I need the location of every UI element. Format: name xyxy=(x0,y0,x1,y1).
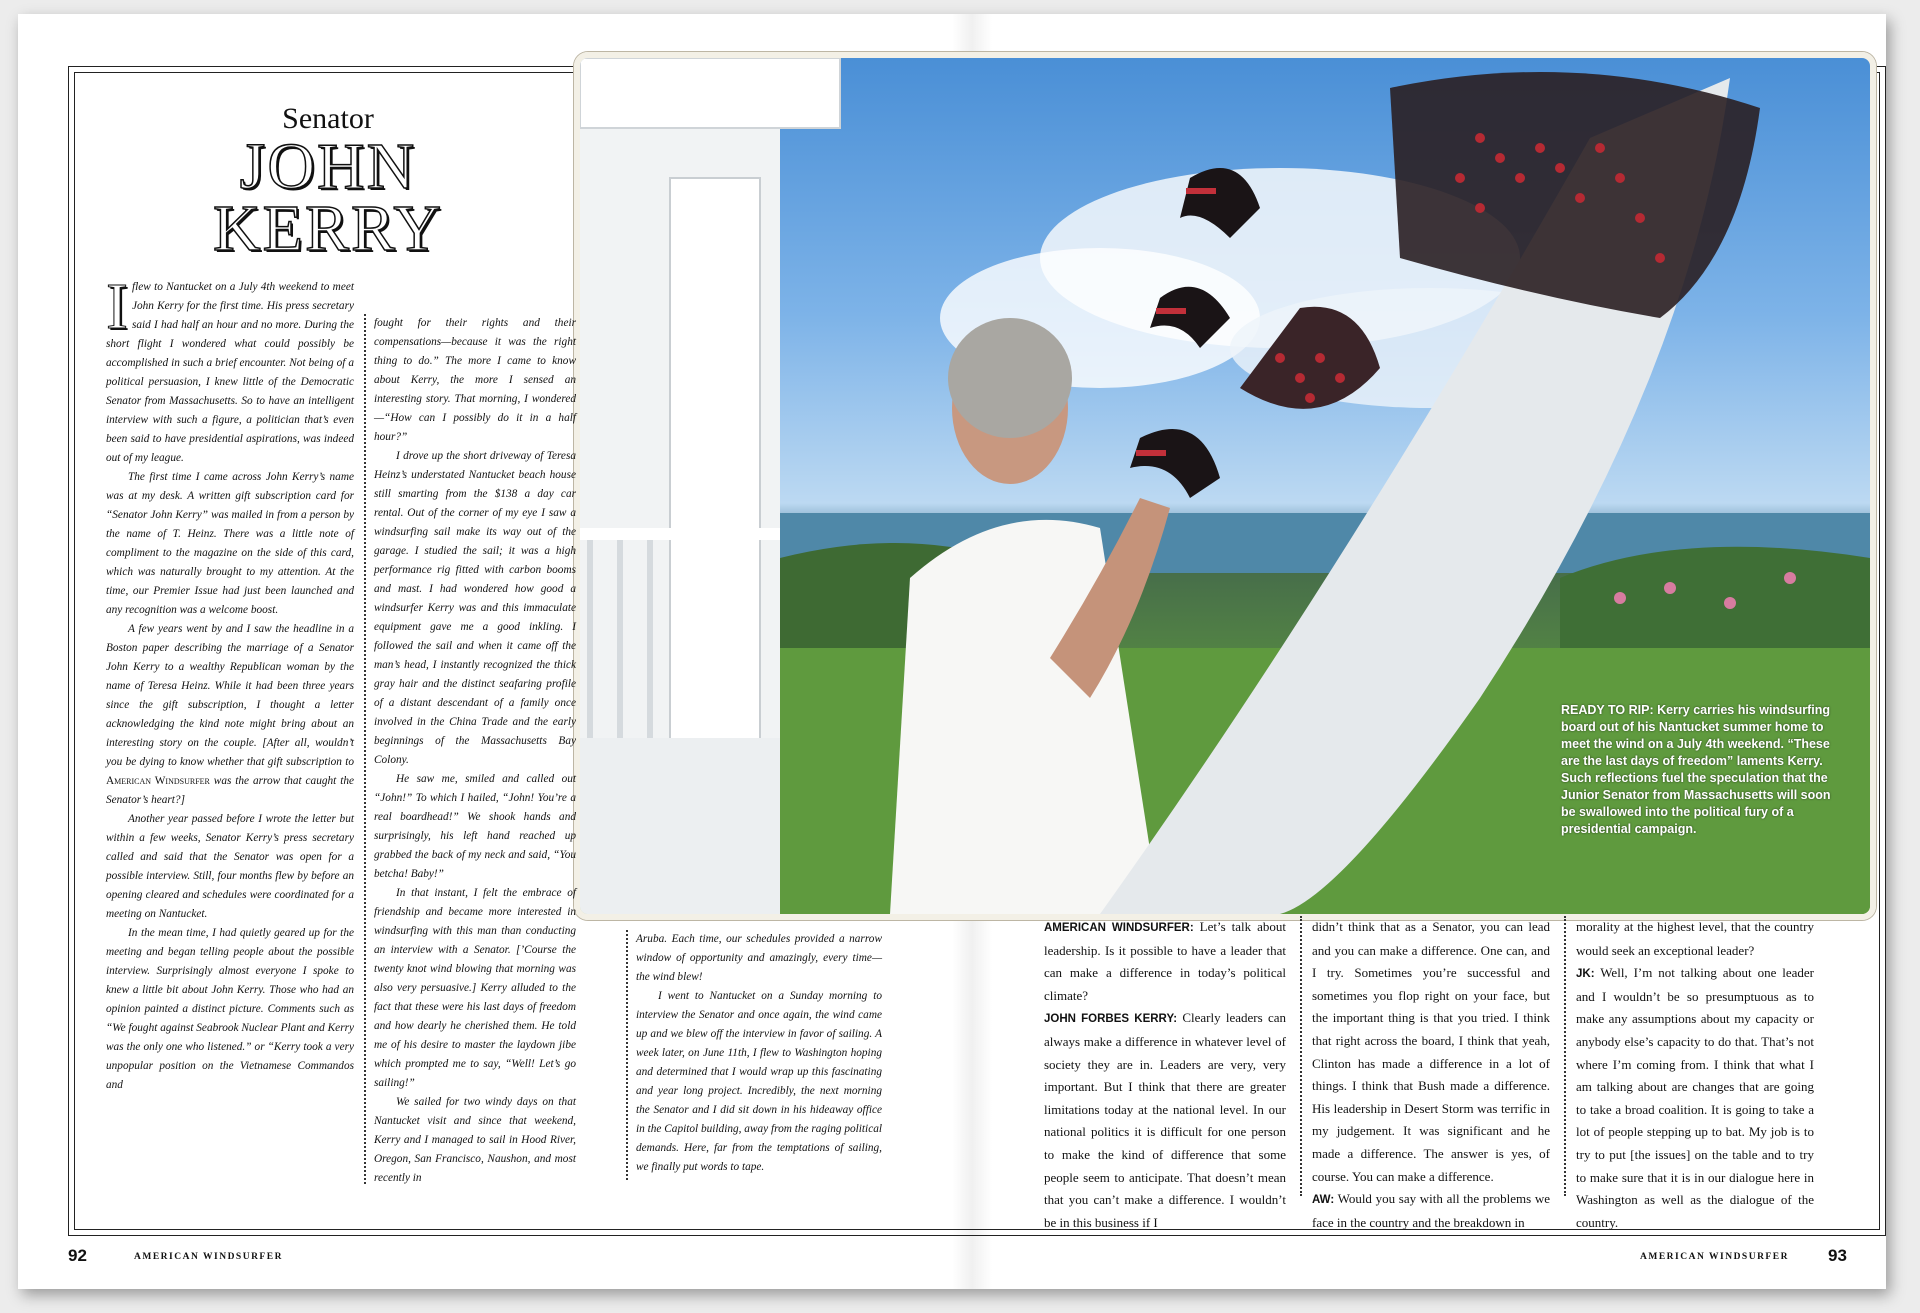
column-rule xyxy=(1564,916,1566,1196)
qa-entry xyxy=(1312,916,1550,1188)
title-line-2: KERRY xyxy=(212,192,444,265)
speaker-label: JK: xyxy=(1576,968,1595,981)
qa-text: Let’s talk about leadership. Is it possible to have a leader that can make a difference in today’s political climate? xyxy=(1044,919,1286,1003)
speaker-label: AMERICAN WINDSURFER: xyxy=(1044,922,1194,934)
body-column-1 xyxy=(106,270,354,1095)
column-rule xyxy=(626,930,628,1180)
qa-text: Well, I’m not talking about one leader and I wouldn’t be so presumptuous as to make any assumptions about my capacity or anybody else’s capacity to do that. That’s not where I’m coming from. I think that what I am talking about are changes that are going to take a broad coalition. It is going to take a lot of people stepping up to bat. My job is to try to put [the issues] on the table and to try to make sure that it is in our dialogue here in Washington as well as the dialogue of the country. xyxy=(1576,965,1814,1230)
paragraph xyxy=(106,620,354,810)
qa-text: didn’t think that as a Senator, you can lead and you can make a difference. One can, and I try. Sometimes you’re successful and sometimes you flop right on your face, but the important thing is that you tried. I think that right across the board, I think that yeah, Clinton has made a difference in a lot of things. I think that Bush made a difference. His leadership in Desert Storm was terrific in my judgement. It was significant and he made a difference. The answer is yes, of course. You can make a difference. xyxy=(1312,919,1550,1184)
interview-column-1 xyxy=(1044,916,1286,1234)
interview-column-3 xyxy=(1576,916,1814,1234)
paragraph-text: flew to Nantucket on a July 4th weekend to meet John Kerry for the first time. His press secretary said I had half an hour and no more. During the short flight I wondered what could possibly be accomplished in such a brief encounter. Not being of a political persuasion, I knew little of the Democratic Senator from Massachusetts. So to have an intelligent interview with such a figure, a politician that’s even been said to have presidential aspirations, was indeed out of my league. xyxy=(106,281,354,464)
paragraph: In the mean time, I had quietly geared up for the meeting and began telling people about the possible interview. Surprisingly almost everyone I spoke to knew a little bit about John Kerry. Those who had an opinion painted a distinct picture. Comments such as “We fought against Seabrook Nuclear Plant and Kerry was the only one who listened.” or “Kerry took a very unpopular position on the Vietnamese Commandos and xyxy=(106,927,354,1091)
page-number-left: 92 xyxy=(68,1246,87,1265)
paragraph: He saw me, smiled and called out “John!” To which I hailed, “John! You’re a real boardhead!” We shook hands and surprisingly, his left hand reached up grabbed the back of my neck and said, “You betcha! Baby!” xyxy=(374,773,576,880)
paragraph: fought for their rights and their compensations—because it was the right thing to do.” The more I came to know about Kerry, the more I sensed an interesting story. That morning, I wondered—“How can I possibly do it in a half hour?” xyxy=(374,317,576,443)
paragraph: I drove up the short driveway of Teresa Heinz’s understated Nantucket beach house still smarting from the $138 a day car rental. Out of the corner of my eye I saw a windsurfing sail make its way out of the garage. I studied the sail; it was a high performance rig fitted with carbon booms and mast. I had wondered how good a windsurfer Kerry was and this immaculate equipment gave me a good inkling. I followed the sail and when it came off the man’s head, I instantly recognized the thick gray hair and the distinct seafaring profile of a distant descendant of a family once involved in the China Trade and the early beginnings of the Massachusetts Bay Colony. xyxy=(374,450,576,766)
magazine-spread xyxy=(18,14,1886,1289)
qa-text: Clearly leaders can always make a difference in whatever level of society they are in. Leaders are very, very important. But I think that there are greater limitations today at the national level. In our national politics it is difficult for one person to make the kind of difference that some people seem to anticipate. That doesn’t mean that you can’t make a difference. I wouldn’t be in this business if I xyxy=(1044,1010,1286,1230)
paragraph-text: was the arrow that caught the Senator’s heart?] xyxy=(106,775,354,806)
running-footer-right: AMERICAN WINDSURFER xyxy=(1640,1252,1789,1262)
paragraph: Aruba. Each time, our schedules provided a narrow window of opportunity and amazingly, every time—the wind blew! xyxy=(636,933,882,983)
body-column-3 xyxy=(636,930,882,1177)
speaker-label: JOHN FORBES KERRY: xyxy=(1044,1013,1178,1026)
article-title xyxy=(158,102,498,265)
qa-entry xyxy=(1044,1007,1286,1234)
qa-entry xyxy=(1312,1188,1550,1234)
running-footer-left: AMERICAN WINDSURFER xyxy=(134,1252,283,1262)
qa-entry xyxy=(1576,916,1814,962)
paragraph: In that instant, I felt the embrace of friendship and became more interested in windsurfing with this man than conducting an interview with a Senator. [’Course the twenty knot wind blowing that morning was also very persuasive.] Kerry alluded to the fact that these were his last days of freedom and how dearly he cherished them. He told me of his desire to master the laydown jibe which prompted me to say, “Well! Let’s go sailing!” xyxy=(374,887,576,1089)
speaker-label: AW: xyxy=(1312,1194,1335,1207)
dropcap: I xyxy=(106,270,128,343)
paragraph: We sailed for two windy days on that Nantucket visit and since that weekend, Kerry and I managed to sail in Hood River, Oregon, San Francisco, Naushon, and most recently in xyxy=(374,1096,576,1184)
paragraph: The first time I came across John Kerry’s name was at my desk. A written gift subscription card for “Senator John Kerry” was mailed in from a person by the name of T. Heinz. There was a little note of compliment to the magazine on the side of this card, which was naturally brought to my attention. At the time, our Premier Issue had just been launched and any recognition was a welcome boost. xyxy=(106,471,354,616)
magazine-name: American Windsurfer xyxy=(106,775,210,787)
paragraph-text: A few years went by and I saw the headline in a Boston paper describing the marriage of a Senator John Kerry to a wealthy Republican woman by the name of Teresa Heinz. While it had been three years since the gift subscription, I thought a letter acknowledging the kind note might bring about an interesting story on the couple. [After all, wouldn’t you be dying to know whether that gift subscription to xyxy=(106,623,354,768)
paragraph xyxy=(106,270,354,468)
qa-entry xyxy=(1044,916,1286,1007)
title-kicker: Senator xyxy=(282,102,374,135)
body-column-2 xyxy=(374,314,576,1188)
photo-caption: READY TO RIP: Kerry carries his windsurfing board out of his Nantucket summer home to meet the wind on a July 4th weekend. “These are the last days of freedom” laments Kerry. Such reflections fuel the speculation that the Junior Senator from Massachusetts will soon be swallowed into the political fury of a presidential campaign. xyxy=(1561,703,1831,836)
interview-column-2 xyxy=(1312,916,1550,1234)
paragraph: Another year passed before I wrote the letter but within a few weeks, Senator Kerry’s press secretary called and said that the Senator was open for a possible interview. Still, four months flew by before an opening cleared and schedules were coordinated for a meeting on Nantucket. xyxy=(106,813,354,920)
page-number-right: 93 xyxy=(1828,1246,1847,1265)
qa-text: Would you say with all the problems we face in the country and the breakdown in xyxy=(1312,1191,1550,1230)
column-rule xyxy=(1300,916,1302,1196)
paragraph: I went to Nantucket on a Sunday morning to interview the Senator and once again, the wind came up and we blew off the interview in favor of sailing. A week later, on June 11th, I flew to Washington hoping and determined that I would wrap up this fascinating and year long project. Incredibly, the next morning the Senator and I did sit down in his hideaway office in the Capitol building, away from the raging political demands. Here, far from the temptations of sailing, we finally put words to tape. xyxy=(636,990,882,1173)
column-rule xyxy=(364,314,366,1184)
title-line-1: JOHN xyxy=(239,130,417,203)
qa-entry xyxy=(1576,962,1814,1234)
qa-text: morality at the highest level, that the country would seek an exceptional leader? xyxy=(1576,919,1814,958)
